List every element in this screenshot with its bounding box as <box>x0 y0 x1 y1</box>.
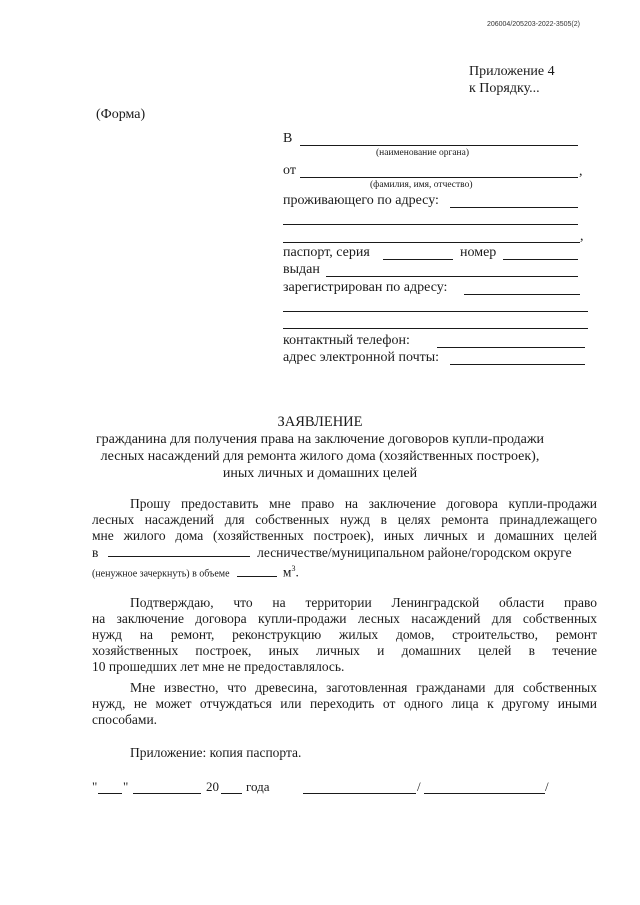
document-title: ЗАЯВЛЕНИЕ <box>277 414 363 430</box>
date-month-field[interactable] <box>133 793 201 794</box>
email-field[interactable] <box>450 364 585 365</box>
forestry-name-field[interactable] <box>108 544 250 557</box>
residing-address-line-3[interactable] <box>283 242 580 243</box>
appendix-line-2: к Порядку... <box>469 81 540 96</box>
passport-series-field[interactable] <box>383 259 453 260</box>
passport-series-label: паспорт, серия <box>283 245 370 260</box>
from-comma: , <box>579 164 583 179</box>
residing-comma: , <box>580 229 584 244</box>
registered-address-line-1[interactable] <box>464 294 580 295</box>
date-quote-open: " <box>92 779 98 794</box>
request-line-4 <box>92 544 597 561</box>
applicant-name-line[interactable] <box>300 177 578 178</box>
request-line-2: лесных насаждений для собственных нужд в целях ремонта принадлежащего <box>92 512 597 527</box>
date-quote-close: " <box>123 779 129 794</box>
signature-field[interactable] <box>303 793 416 794</box>
awareness-line-2: нужд, не может отчуждаться или переходить от одного лица к другому иными <box>92 696 597 711</box>
awareness-paragraph <box>92 680 597 728</box>
phone-field[interactable] <box>437 347 585 348</box>
confirmation-line-3: нужд на ремонт, реконструкцию жилых домов, строительство, ремонт <box>92 627 597 642</box>
date-year-prefix: 20 <box>206 779 219 794</box>
date-year-field[interactable] <box>221 793 242 794</box>
request-line-1: Прошу предоставить мне право на заключение договора купли-продажи <box>130 496 597 511</box>
request-line-3: мне жилого дома (хозяйственных построек), иных личных и домашних целей <box>92 528 597 543</box>
registered-label: зарегистрирован по адресу: <box>283 280 448 295</box>
forestry-suffix: лесничестве/муниципальном районе/городском округе <box>257 545 572 560</box>
date-year-suffix: года <box>246 779 270 794</box>
registered-address-line-2[interactable] <box>283 311 588 312</box>
date-day-field[interactable] <box>98 793 122 794</box>
appendix-line-1: Приложение 4 <box>469 64 555 79</box>
request-paragraph <box>92 496 597 583</box>
signature-slash-2: / <box>545 779 549 794</box>
passport-number-label: номер <box>460 245 497 260</box>
confirmation-line-4: хозяйственных построек, иных личных и домашних целей в течение <box>92 643 597 658</box>
registered-address-line-3[interactable] <box>283 328 588 329</box>
volume-period: . <box>295 564 299 580</box>
title-line-2: лесных насаждений для ремонта жилого дома (хозяйственных построек), <box>100 449 540 464</box>
form-label: (Форма) <box>96 107 146 122</box>
document-id: 206004/205203-2022-3505(2) <box>486 21 580 28</box>
title-line-1: гражданина для получения права на заключение договоров купли-продажи <box>95 432 545 447</box>
confirmation-line-5: 10 прошедших лет мне не предоставлялось. <box>92 659 345 674</box>
awareness-line-3: способами. <box>92 712 158 727</box>
request-line-5 <box>92 561 597 583</box>
residing-address-line-1[interactable] <box>450 207 578 208</box>
awareness-line-1: Мне известно, что древесина, заготовленная гражданами для собственных <box>130 680 597 695</box>
forestry-prefix: в <box>92 545 99 560</box>
to-prefix: В <box>283 131 293 146</box>
volume-field[interactable] <box>237 564 277 577</box>
title-line-3: иных личных и домашних целей <box>222 466 418 481</box>
confirmation-line-2: на заключение договора купли-продажи лесных насаждений для собственных <box>92 611 597 626</box>
issued-label: выдан <box>283 262 320 277</box>
volume-unit: м <box>282 564 292 580</box>
signature-slash-1: / <box>417 779 421 794</box>
residing-address-line-2[interactable] <box>283 224 578 225</box>
applicant-caption: (фамилия, имя, отчество) <box>370 180 473 190</box>
residing-label: проживающего по адресу: <box>283 193 439 208</box>
authority-name-line[interactable] <box>300 145 578 146</box>
passport-number-field[interactable] <box>503 259 578 260</box>
confirmation-paragraph <box>92 595 597 675</box>
issued-by-field[interactable] <box>326 276 578 277</box>
confirmation-line-1: Подтверждаю, что на территории Ленинградской области право <box>130 595 597 610</box>
volume-note: (ненужное зачеркнуть) в объеме <box>92 568 230 580</box>
authority-caption: (наименование органа) <box>376 148 470 158</box>
signature-name-field[interactable] <box>424 793 545 794</box>
phone-label: контактный телефон: <box>283 333 410 348</box>
from-prefix: от <box>283 163 296 178</box>
email-label: адрес электронной почты: <box>283 350 440 365</box>
attachment-note: Приложение: копия паспорта. <box>130 745 302 760</box>
volume-unit-exponent: 3 <box>291 564 296 573</box>
